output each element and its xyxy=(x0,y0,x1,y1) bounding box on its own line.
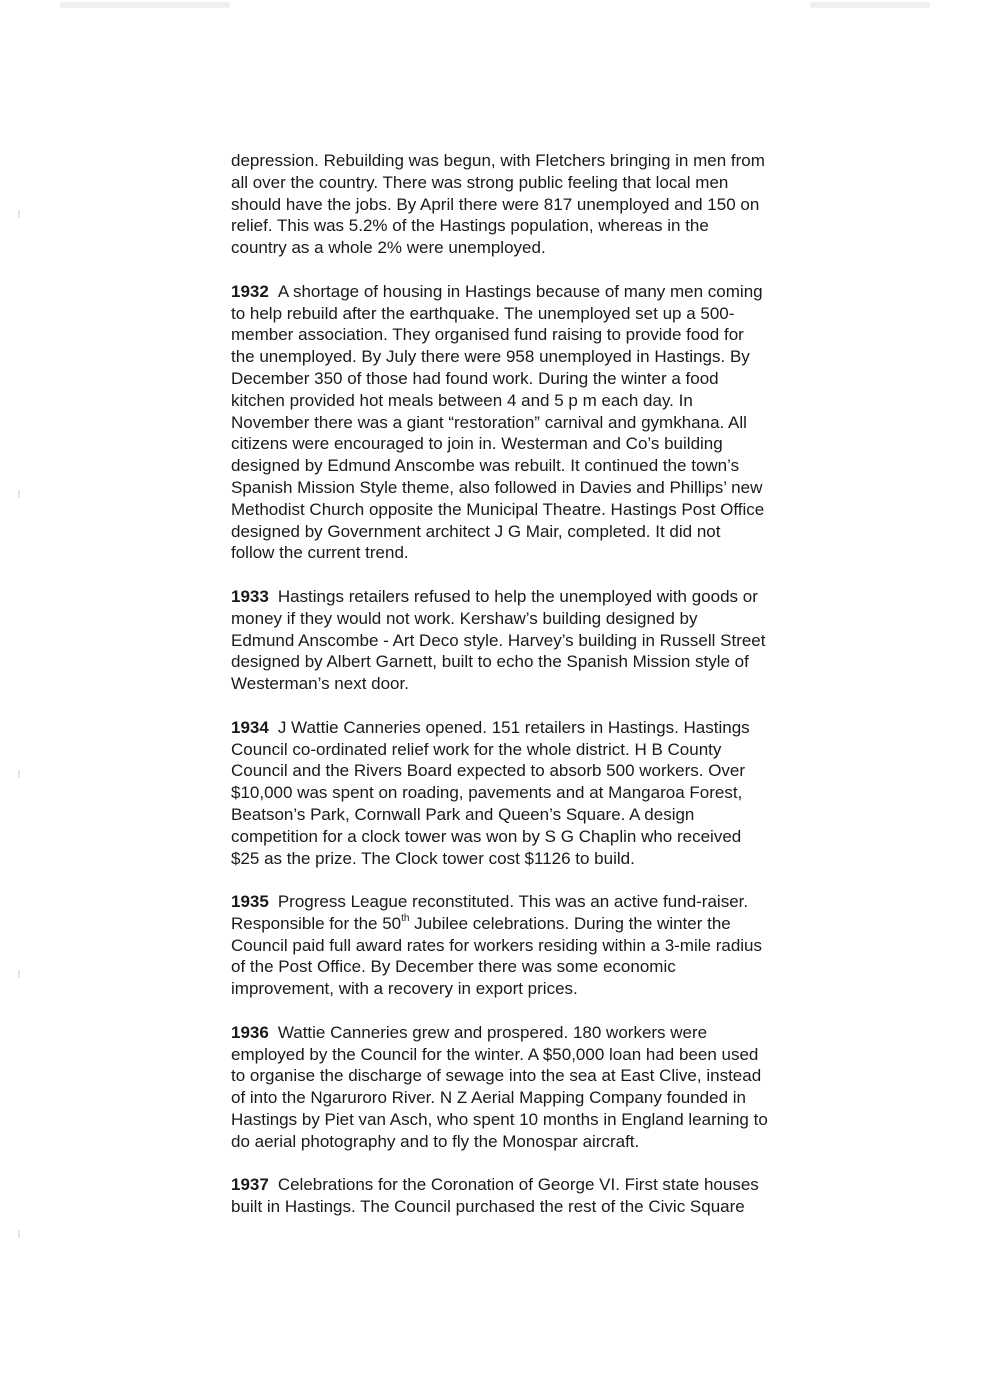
text-line xyxy=(231,848,831,870)
line-text: December 350 of those had found work. During the winter a food xyxy=(231,368,719,388)
line-text: $10,000 was spent on roading, pavements and at Mangaroa Forest, xyxy=(231,783,743,803)
line-text: competition for a clock tower was won by S G Chaplin who received xyxy=(231,826,742,846)
line-text: all over the country. There was strong public feeling that local men xyxy=(231,172,729,192)
line-text: Council and the Rivers Board expected to absorb 500 workers. Over xyxy=(231,761,746,781)
line-text: member association. They organised fund raising to provide food for xyxy=(231,325,744,345)
year-entry-1934 xyxy=(231,717,831,870)
header-right-smudge xyxy=(810,2,930,8)
line-text: Responsible for the 50th Jubilee celebrations. During the winter the xyxy=(231,913,731,933)
line-text: A shortage of housing in Hastings because of many men coming xyxy=(277,281,763,301)
text-line xyxy=(231,891,831,913)
text-line xyxy=(231,368,831,390)
text-line xyxy=(231,673,831,695)
year-heading: 1937 xyxy=(231,1175,269,1195)
year-entry-1937 xyxy=(231,1174,831,1218)
text-line xyxy=(231,1131,831,1153)
line-text: should have the jobs. By April there were 817 unemployed and 150 on xyxy=(231,194,760,214)
line-text: of the Post Office. By December there was some economic xyxy=(231,957,676,977)
continued-paragraph xyxy=(231,150,831,259)
line-text: to help rebuild after the earthquake. The unemployed set up a 500- xyxy=(231,303,735,323)
line-text: built in Hastings. The Council purchased the rest of the Civic Square xyxy=(231,1197,745,1217)
line-text: Westerman’s next door. xyxy=(231,674,409,694)
text-line xyxy=(231,804,831,826)
line-text: money if they would not work. Kershaw’s building designed by xyxy=(231,608,698,628)
header-left-smudge xyxy=(60,2,230,8)
text-line xyxy=(231,782,831,804)
text-line xyxy=(231,913,831,935)
scan-margin-marks xyxy=(14,200,26,1260)
text-line xyxy=(231,194,831,216)
line-text: depression. Rebuilding was begun, with Fletchers bringing in men from xyxy=(231,151,765,170)
line-text: do aerial photography and to fly the Monospar aircraft. xyxy=(231,1131,640,1151)
year-heading: 1933 xyxy=(231,586,269,606)
line-text: kitchen provided hot meals between 4 and 5 p m each day. In xyxy=(231,390,693,410)
line-text: follow the current trend. xyxy=(231,543,409,563)
line-text: Edmund Anscombe - Art Deco style. Harvey’s building in Russell Street xyxy=(231,630,766,650)
line-text: Wattie Canneries grew and prospered. 180 workers were xyxy=(277,1022,708,1042)
line-text: Celebrations for the Coronation of George VI. First state houses xyxy=(277,1175,759,1195)
year-entry-1932 xyxy=(231,281,831,564)
year-entry-1936 xyxy=(231,1022,831,1153)
text-line xyxy=(231,477,831,499)
margin-mark xyxy=(18,210,20,218)
text-line xyxy=(231,1065,831,1087)
year-entry-1933 xyxy=(231,586,831,695)
line-text: $25 as the prize. The Clock tower cost $1126 to build. xyxy=(231,848,635,868)
text-line xyxy=(231,433,831,455)
text-line xyxy=(231,717,831,739)
line-text: Spanish Mission Style theme, also followed in Davies and Phillips’ new xyxy=(231,477,763,497)
line-text: country as a whole 2% were unemployed. xyxy=(231,238,546,258)
line-text: citizens were encouraged to join in. Westerman and Co’s building xyxy=(231,434,723,454)
text-line xyxy=(231,542,831,564)
line-text: Council paid full award rates for workers residing within a 3-mile radius xyxy=(231,935,763,955)
scanned-header-residue xyxy=(60,0,930,12)
line-text: Progress League reconstituted. This was an active fund-raiser. xyxy=(277,892,749,912)
line-text: relief. This was 5.2% of the Hastings population, whereas in the xyxy=(231,216,709,236)
text-line xyxy=(231,935,831,957)
line-text: November there was a giant “restoration” carnival and gymkhana. All xyxy=(231,412,747,432)
line-text: Council co-ordinated relief work for the whole district. H B County xyxy=(231,739,722,759)
text-line xyxy=(231,499,831,521)
text-line xyxy=(231,739,831,761)
text-line xyxy=(231,1196,831,1218)
text-line xyxy=(231,608,831,630)
text-line xyxy=(231,651,831,673)
margin-mark xyxy=(18,770,20,778)
text-line xyxy=(231,956,831,978)
line-text: improvement, with a recovery in export prices. xyxy=(231,979,578,999)
text-line xyxy=(231,1109,831,1131)
text-line xyxy=(231,521,831,543)
text-line xyxy=(231,455,831,477)
text-line xyxy=(231,760,831,782)
text-line xyxy=(231,586,831,608)
year-heading: 1936 xyxy=(231,1022,269,1042)
margin-mark xyxy=(18,1230,20,1238)
text-line xyxy=(231,324,831,346)
margin-mark xyxy=(18,490,20,498)
text-line xyxy=(231,215,831,237)
year-heading: 1932 xyxy=(231,281,269,301)
margin-mark xyxy=(18,970,20,978)
text-line xyxy=(231,390,831,412)
line-text: employed by the Council for the winter. A $50,000 loan had been used xyxy=(231,1044,759,1064)
line-text: J Wattie Canneries opened. 151 retailers in Hastings. Hastings xyxy=(277,717,750,737)
line-text: designed by Government architect J G Mair, completed. It did not xyxy=(231,521,721,541)
year-heading: 1934 xyxy=(231,717,269,737)
line-text: Methodist Church opposite the Municipal Theatre. Hastings Post Office xyxy=(231,499,765,519)
text-line xyxy=(231,978,831,1000)
line-text: Hastings retailers refused to help the unemployed with goods or xyxy=(277,586,758,606)
line-text: of into the Ngaruroro River. N Z Aerial Mapping Company founded in xyxy=(231,1088,746,1108)
text-line xyxy=(231,150,831,172)
line-text: the unemployed. By July there were 958 unemployed in Hastings. By xyxy=(231,347,750,367)
line-text: designed by Edmund Anscombe was rebuilt. It continued the town’s xyxy=(231,456,740,476)
text-line xyxy=(231,630,831,652)
text-line xyxy=(231,281,831,303)
text-line xyxy=(231,412,831,434)
year-entry-1935 xyxy=(231,891,831,1000)
text-line xyxy=(231,826,831,848)
line-text: to organise the discharge of sewage into the sea at East Clive, instead xyxy=(231,1066,762,1086)
text-line xyxy=(231,1022,831,1044)
line-text: Beatson’s Park, Cornwall Park and Queen’s Square. A design xyxy=(231,804,695,824)
year-heading: 1935 xyxy=(231,892,269,912)
text-line xyxy=(231,1044,831,1066)
text-line xyxy=(231,1174,831,1196)
text-line xyxy=(231,346,831,368)
text-line xyxy=(231,1087,831,1109)
text-line xyxy=(231,237,831,259)
text-line xyxy=(231,303,831,325)
line-text: Hastings by Piet van Asch, who spent 10 months in England learning to xyxy=(231,1110,768,1130)
line-text: designed by Albert Garnett, built to echo the Spanish Mission style of xyxy=(231,652,749,672)
text-line xyxy=(231,172,831,194)
document-body xyxy=(231,150,831,1240)
